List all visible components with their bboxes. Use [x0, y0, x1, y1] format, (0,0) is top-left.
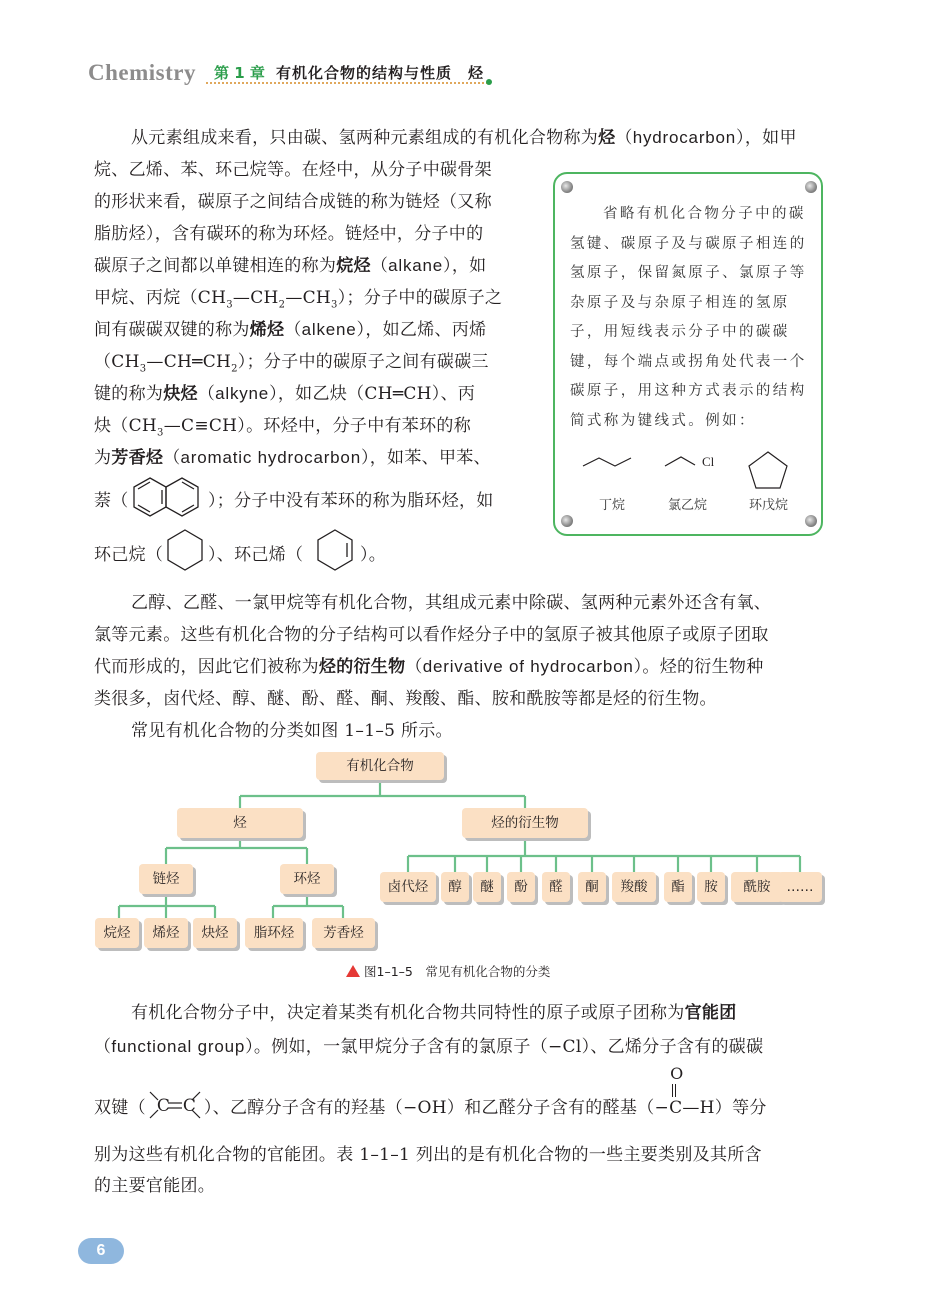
node-ether: 醚: [473, 872, 501, 902]
text-line: 类很多，卤代烃、醇、醚、酚、醛、酮、羧酸、酯、胺和酰胺等都是烃的衍生物。: [94, 689, 717, 709]
node-aromatic-hydrocarbon: 芳香烃: [312, 918, 375, 948]
node-ester: 酯: [664, 872, 692, 902]
node-alkyne: 炔烃: [193, 918, 237, 948]
page-number: 6: [78, 1238, 124, 1264]
node-chain-hydrocarbon: 链烃: [139, 864, 193, 894]
text-line: 键的称为炔烃（alkyne），如乙炔（CH═CH）、丙: [94, 384, 476, 404]
note-label-butane: 丁烷: [599, 498, 626, 513]
text-naphthalene-open: 萘（: [94, 491, 129, 511]
node-amine: 胺: [697, 872, 725, 902]
text-line: 炔$(CH_3—C\equiv CH)$。环烃中，分子中有苯环的称: [94, 416, 472, 439]
text-line: 从元素组成来看，只由碳、氢两种元素组成的有机化合物称为烃（hydrocarbon），如甲: [131, 128, 797, 148]
text-line: 为芳香烃（aromatic hydrocarbon），如苯、甲苯、: [94, 448, 491, 468]
text-line: ）；分子中没有苯环的称为脂环烃，如: [208, 491, 494, 511]
node-alicyclic-hydrocarbon: 脂环烃: [245, 918, 303, 948]
node-hydrocarbon-derivative: 烃的衍生物: [462, 808, 588, 838]
node-alcohol: 醇: [441, 872, 469, 902]
text-line-double-bond: 双键（ C C ）、乙醇分子含有的羟基（−OH）和乙醛分子含有的醛基（− O C—H）等分: [94, 1064, 767, 1118]
text-line: 常见有机化合物的分类如图 1–1–5 所示。: [131, 721, 453, 741]
note-label-chloroethane: 氯乙烷: [668, 498, 708, 513]
node-cyclic-hydrocarbon: 环烃: [280, 864, 334, 894]
node-alkene: 烯烃: [144, 918, 188, 948]
figure-caption: 图1–1–5 常见有机化合物的分类: [346, 962, 550, 980]
note-label-cyclopentane: 环戊烷: [749, 498, 789, 513]
node-alkane: 烷烃: [95, 918, 139, 948]
node-hydrocarbon: 烃: [177, 808, 303, 838]
brand-title: Chemistry: [88, 60, 196, 85]
node-ketone: 酮: [578, 872, 606, 902]
node-phenol: 酚: [507, 872, 535, 902]
carbon-double-bond: C C: [146, 1096, 204, 1116]
text-line: 碳原子之间都以单键相连的称为烷烃（alkane），如: [94, 256, 487, 276]
text-line: 的形状来看，碳原子之间结合成链的称为链烃（又称: [94, 192, 492, 212]
text-line: （functional group）。例如，一氯甲烷分子含有的氯原子（−Cl）、乙烯分子含有的碳碳: [94, 1037, 764, 1057]
text-line: 间有碳碳双键的称为烯烃（alkene），如乙烯、丙烯: [94, 320, 487, 340]
text-line: 甲烷、丙烷$(CH_3—CH_2—CH_3)$；分子中的碳原子之: [94, 288, 503, 311]
node-aldehyde: 醛: [542, 872, 570, 902]
text-line: 别为这些有机化合物的官能团。表 1–1–1 列出的是有机化合物的一些主要类别及其所含: [94, 1145, 762, 1165]
chapter-title: 有机化合物的结构与性质 烃: [276, 64, 485, 82]
text-line: ）、环己烯（: [208, 545, 304, 565]
text-line: 氯等元素。这些有机化合物的分子结构可以看作烃分子中的氢原子被其他原子或原子团取: [94, 625, 769, 645]
node-more: ……: [778, 872, 822, 902]
aldehyde-carbonyl: O C: [669, 1064, 684, 1118]
text-line: 有机化合物分子中，决定着某类有机化合物共同特性的原子或原子团称为官能团: [131, 1003, 737, 1023]
text-line: 烷、乙烯、苯、环己烷等。在烃中，从分子中碳骨架: [94, 160, 492, 180]
text-line: 乙醇、乙醛、一氯甲烷等有机化合物，其组成元素中除碳、氢两种元素外还含有氧、: [131, 593, 772, 613]
node-amide: 酰胺: [731, 872, 783, 902]
note-text: 省略有机化合物分子中的碳氢键、碳原子及与碳原子相连的氢原子，保留氮原子、氯原子等杂原子及与杂原子相连的氢原子，用短线表示分子中的碳碳键，每个端点或拐角处代表一个碳原子，用这种方式表示的结构简式称为键线式。例如：: [570, 206, 807, 429]
text-cyclohexane-open: 环己烷（: [94, 545, 164, 565]
text-line: 脂肪烃），含有碳环的称为环烃。链烃中，分子中的: [94, 224, 484, 244]
triangle-icon: [346, 965, 360, 977]
text-line: 的主要官能团。: [94, 1176, 216, 1196]
node-organic-compounds: 有机化合物: [316, 752, 444, 780]
text-line: ）。: [360, 545, 387, 565]
node-carboxylic-acid: 羧酸: [612, 872, 656, 902]
text-line: $(CH_3—CH═CH_2)$；分子中的碳原子之间有碳碳三: [94, 352, 489, 375]
note-cl-label: Cl: [702, 454, 715, 469]
node-haloalkane: 卤代烃: [380, 872, 436, 902]
text-line: 代而形成的，因此它们被称为烃的衍生物（derivative of hydrocarbon）。烃的衍生物种: [94, 657, 764, 677]
chapter-number: 第 1 章: [214, 64, 265, 82]
